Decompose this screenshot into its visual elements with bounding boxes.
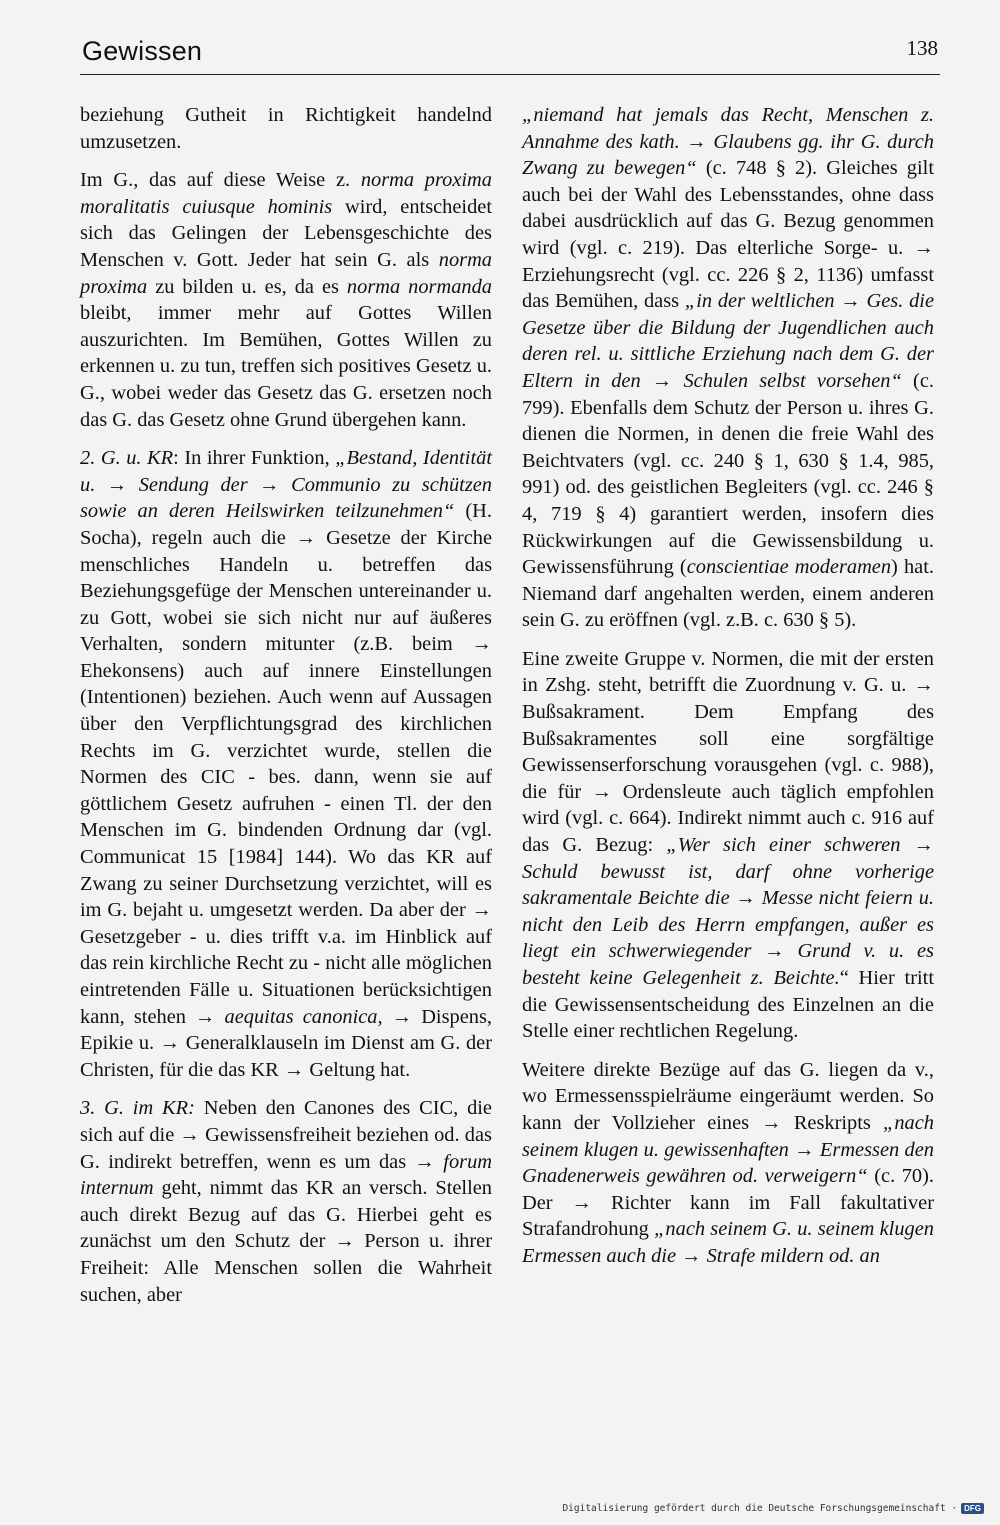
- paragraph: 3. G. im KR: Neben den Canones des CIC, die sich auf die → Gewissensfreiheit beziehen od. das G. indirekt betreffen, wenn es um das → forum internum geht, nimmt das KR an versch. Stellen auch direkt Bezug auf das G. Hierbei geht es zunächst um den Schutz der → Person u. ihrer Freiheit: Alle Menschen sollen die Wahrheit suchen, aber: [80, 1097, 492, 1306]
- page-number: 138: [906, 36, 938, 60]
- right-column: [522, 102, 934, 1270]
- paragraph: „niemand hat jemals das Recht, Menschen z. Annahme des kath. → Glaubens gg. ihr G. durch Zwang zu bewegen“ (c. 748 § 2). Gleiches gilt auch bei der Wahl des Lebensstandes, ohne dass dabei ausdrücklich auf das G. Bezug genommen wird (vgl. c. 219). Das elterliche Sorge- u. → Erziehungsrecht (vgl. cc. 226 § 2, 1136) umfasst das Bemühen, dass „in der weltlichen → Ges. die Gesetze über die Bildung der Jugendlichen auch deren rel. u. sittliche Erziehung nach dem G. der Eltern in den → Schulen selbst vorsehen“ (c. 799). Ebenfalls dem Schutz der Person u. ihres G. dienen die Normen, in denen die freie Wahl des Beichtvaters (vgl. cc. 240 § 1, 630 § 1.4, 985, 991) od. des geistlichen Begleiters (vgl. cc. 246 § 4, 719 § 4) garantiert werden, insofern dies Rückwirkungen auf die Gewissensbildung u. Gewissensführung (conscientiae moderamen) hat. Niemand darf angehalten werden, einem anderen sein G. zu eröffnen (vgl. z.B. c. 630 § 5).: [522, 104, 934, 632]
- left-column: [80, 102, 492, 1308]
- dfg-logo: DFG: [961, 1503, 984, 1514]
- digitization-footer: [562, 1503, 984, 1514]
- paragraph: Weitere direkte Bezüge auf das G. liegen da v., wo Ermessensspielräume eingeräumt werden. So kann der Vollzieher eines → Reskripts „nach seinem klugen u. gewissenhaften → Ermessen den Gnadenerweis gewähren od. verweigern“ (c. 70). Der → Richter kann im Fall fakultativer Strafandrohung „nach seinem G. u. seinem klugen Ermessen auch die → Strafe mildern od. an: [522, 1058, 934, 1267]
- paragraph: Eine zweite Gruppe v. Normen, die mit der ersten in Zshg. steht, betrifft die Zuordnung v. G. u. → Bußsakrament. Dem Empfang des Bußsakramentes soll eine sorgfältige Gewissenserforschung vorausgehen (vgl. c. 988), die für → Ordensleute auch täglich empfohlen wird (vgl. c. 664). Indirekt nimmt auch c. 916 auf das G. Bezug: „Wer sich einer schweren → Schuld bewusst ist, darf ohne vorherige sakramentale Beichte die → Messe nicht feiern u. nicht den Leib des Herrn empfangen, außer es liegt ein schwerwiegender → Grund v. u. es besteht keine Gelegenheit z. Beichte.“ Hier tritt die Gewissensentscheidung des Einzelnen an die Stelle einer rechtlichen Regelung.: [522, 647, 935, 1043]
- footer-text: Digitalisierung gefördert durch die Deutsche Forschungsgemeinschaft ·: [562, 1503, 958, 1514]
- page-header: [80, 28, 940, 75]
- running-title: Gewissen: [82, 36, 203, 66]
- paragraph: beziehung Gutheit in Richtigkeit handelnd umzusetzen.: [80, 104, 492, 153]
- paragraph: Im G., das auf diese Weise z. norma proxima moralitatis cuiusque hominis wird, entscheidet sich das Gelingen der Lebensgeschichte des Menschen v. Gott. Jeder hat sein G. als norma proxima zu bilden u. es, da es norma normanda bleibt, immer mehr auf Gottes Willen auszurichten. Im Bemühen, Gottes Willen zu erkennen u. zu tun, treffen sich positives Gesetz u. G., wobei weder das Gesetz das G. ersetzen noch das G. das Gesetz ohne Grund übergehen kann.: [80, 169, 492, 431]
- paragraph: 2. G. u. KR: In ihrer Funktion, „Bestand, Identität u. → Sendung der → Communio zu schützen sowie an deren Heilswirken teilzunehmen“ (H. Socha), regeln auch die → Gesetze der Kirche menschliches Handeln u. betreffen das Beziehungsgefüge der Menschen untereinander u. zu Gott, wobei sie sich nicht nur auf äußeres Verhalten, sondern mitunter (z.B. beim → Ehekonsens) auch auf innere Einstellungen (Intentionen) beziehen. Auch wenn auf Aussagen über den Verpflichtungsgrad des kirchlichen Rechts im G. verzichtet wurde, stellen die Normen des CIC - bes. dann, wenn sie auf göttlichem Gesetz aufruhen - einen Tl. der den Menschen im G. bindenden Ordnung dar (vgl. Communicat 15 [1984] 144). Wo das KR auf Zwang zu seiner Durchsetzung verzichtet, will es im G. bejaht u. umgesetzt werden. Da aber der → Gesetzgeber - u. dies trifft v.a. im Hinblick auf das rein kirchliche Recht zu - nicht alle möglichen eintretenden Fälle u. Situationen berücksichtigen kann, stehen → aequitas canonica, → Dispens, Epikie u. → Generalklauseln im Dienst am G. der Christen, für die das KR → Geltung hat.: [80, 447, 493, 1081]
